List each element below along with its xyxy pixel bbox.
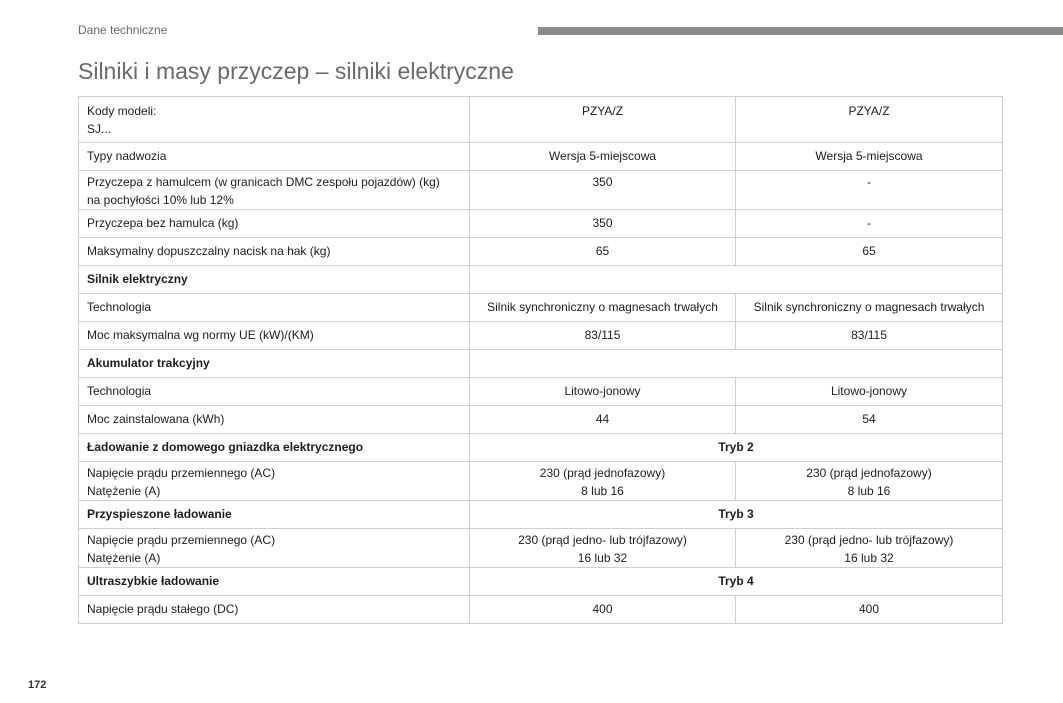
row-label-cell-line: SJ...: [87, 122, 112, 136]
row-label-cell-line: Maksymalny dopuszczalny nacisk na hak (kg): [87, 244, 331, 258]
value-cell-col2: [736, 143, 1003, 171]
spec-table: [78, 96, 1003, 624]
table-row: [79, 171, 1003, 210]
row-label-cell: [79, 238, 470, 266]
value-cell-col2: [736, 529, 1003, 568]
value-cell-col2-line: -: [867, 175, 871, 189]
row-label-cell-line: Przyczepa bez hamulca (kg): [87, 216, 239, 230]
table-row: [79, 529, 1003, 568]
row-label-cell-line: Napięcie prądu przemiennego (AC): [87, 466, 276, 480]
value-cell-col2-line: 54: [862, 412, 876, 426]
value-cell-col2: [736, 596, 1003, 624]
section-row: [79, 568, 1003, 596]
value-cell-col2: [736, 97, 1003, 143]
section-row: [79, 266, 1003, 294]
row-label-cell: [79, 171, 470, 210]
table-row: [79, 97, 1003, 143]
row-label-cell: [79, 322, 470, 350]
value-cell-col2-line: PZYA/Z: [848, 104, 890, 118]
section-mode-cell: [470, 266, 1003, 294]
row-label-cell: [79, 596, 470, 624]
value-cell-col2: [736, 462, 1003, 501]
table-row: [79, 143, 1003, 171]
row-label-cell: [79, 462, 470, 501]
value-cell-col2-line: 230 (prąd jednofazowy): [806, 466, 932, 480]
value-cell-col1-line: 230 (prąd jednofazowy): [539, 466, 666, 480]
section-mode-cell: Tryb 2: [470, 434, 1003, 462]
row-label-cell-line: Przyczepa z hamulcem (w granicach DMC zespołu pojazdów) (kg): [87, 175, 440, 189]
value-cell-col2: [736, 322, 1003, 350]
row-label-cell: [79, 529, 470, 568]
value-cell-col1: [470, 294, 736, 322]
row-label-cell-line: Kody modeli:: [87, 104, 157, 118]
table-row: [79, 238, 1003, 266]
value-cell-col1-line: PZYA/Z: [581, 104, 624, 118]
value-cell-col1: [470, 462, 736, 501]
value-cell-col2: [736, 171, 1003, 210]
section-mode-cell: Tryb 3: [470, 501, 1003, 529]
value-cell-col1-line: 83/115: [584, 328, 621, 342]
value-cell-col2: [736, 378, 1003, 406]
page-title: Silniki i masy przyczep – silniki elektryczne: [78, 58, 514, 84]
row-label-cell-line: Technologia: [87, 384, 152, 398]
row-label-cell-line: Typy nadwozia: [87, 149, 167, 163]
value-cell-col1-line: Silnik synchroniczny o magnesach trwałych: [487, 300, 718, 314]
value-cell-col1: [470, 210, 736, 238]
value-cell-col2-line: -: [867, 216, 871, 230]
row-label-cell-line: Natężenie (A): [87, 551, 161, 565]
table-row: [79, 210, 1003, 238]
value-cell-col1: [470, 322, 736, 350]
section-label-cell: Akumulator trakcyjny: [79, 350, 470, 378]
value-cell-col2-line: Silnik synchroniczny o magnesach trwałych: [753, 300, 985, 314]
row-label-cell: [79, 406, 470, 434]
row-label-cell-line: Natężenie (A): [87, 484, 161, 498]
table-row: [79, 462, 1003, 501]
value-cell-col2-line: 65: [862, 244, 876, 258]
row-label-cell-line: na pochyłości 10% lub 12%: [87, 193, 234, 207]
value-cell-col1-line: 230 (prąd jedno- lub trójfazowy): [518, 533, 687, 547]
value-cell-col1: [470, 171, 736, 210]
value-cell-col2-line: 83/115: [851, 328, 887, 342]
value-cell-col1-line: 350: [592, 216, 613, 230]
table-row: [79, 596, 1003, 624]
value-cell-col2-line: Wersja 5-miejscowa: [815, 149, 923, 163]
section-row: [79, 501, 1003, 529]
value-cell-col1: [470, 529, 736, 568]
section-label-cell: Silnik elektryczny: [79, 266, 470, 294]
value-cell-col1-line: 65: [595, 244, 610, 258]
section-label-cell: Ładowanie z domowego gniazdka elektrycznego: [79, 434, 470, 462]
value-cell-col1: [470, 406, 736, 434]
section-row: [79, 350, 1003, 378]
header-bar: [538, 27, 1063, 35]
value-cell-col1: [470, 238, 736, 266]
value-cell-col1: [470, 378, 736, 406]
section-label-cell: Ultraszybkie ładowanie: [79, 568, 470, 596]
section-mode-cell: Tryb 4: [470, 568, 1003, 596]
value-cell-col1: [470, 596, 736, 624]
row-label-cell-line: Napięcie prądu przemiennego (AC): [87, 533, 276, 547]
value-cell-col1-line: 8 lub 16: [581, 484, 624, 498]
value-cell-col2-line: 16 lub 32: [844, 551, 894, 565]
row-label-cell-line: Technologia: [87, 300, 152, 314]
value-cell-col2-line: 230 (prąd jedno- lub trójfazowy): [784, 533, 954, 547]
value-cell-col2: [736, 210, 1003, 238]
section-row: [79, 434, 1003, 462]
value-cell-col2-line: Litowo-jonowy: [830, 384, 908, 398]
row-label-cell-line: Napięcie prądu stałego (DC): [87, 602, 239, 616]
row-label-cell: [79, 143, 470, 171]
row-label-cell: [79, 97, 470, 143]
value-cell-col1-line: Wersja 5-miejscowa: [548, 149, 657, 163]
value-cell-col1-line: 16 lub 32: [577, 551, 628, 565]
table-row: [79, 378, 1003, 406]
row-label-cell-line: Moc maksymalna wg normy UE (kW)/(KM): [87, 328, 314, 342]
value-cell-col2: [736, 294, 1003, 322]
section-label: Dane techniczne: [78, 23, 168, 37]
value-cell-col2: [736, 406, 1003, 434]
value-cell-col2-line: 8 lub 16: [847, 484, 891, 498]
value-cell-col1-line: Litowo-jonowy: [564, 384, 641, 398]
value-cell-col1-line: 400: [592, 602, 613, 616]
section-mode-cell: [470, 350, 1003, 378]
value-cell-col1-line: 44: [595, 412, 610, 426]
value-cell-col1: [470, 143, 736, 171]
row-label-cell: [79, 294, 470, 322]
value-cell-col2: [736, 238, 1003, 266]
row-label-cell: [79, 210, 470, 238]
table-row: [79, 322, 1003, 350]
value-cell-col1-line: 350: [592, 175, 613, 189]
value-cell-col2-line: 400: [858, 602, 880, 616]
value-cell-col1: [470, 97, 736, 143]
row-label-cell: [79, 378, 470, 406]
table-row: [79, 294, 1003, 322]
row-label-cell-line: Moc zainstalowana (kWh): [87, 412, 225, 426]
page-number: 172: [28, 679, 47, 691]
table-row: [79, 406, 1003, 434]
section-label-cell: Przyspieszone ładowanie: [79, 501, 470, 529]
spec-table-body: [79, 97, 1003, 624]
